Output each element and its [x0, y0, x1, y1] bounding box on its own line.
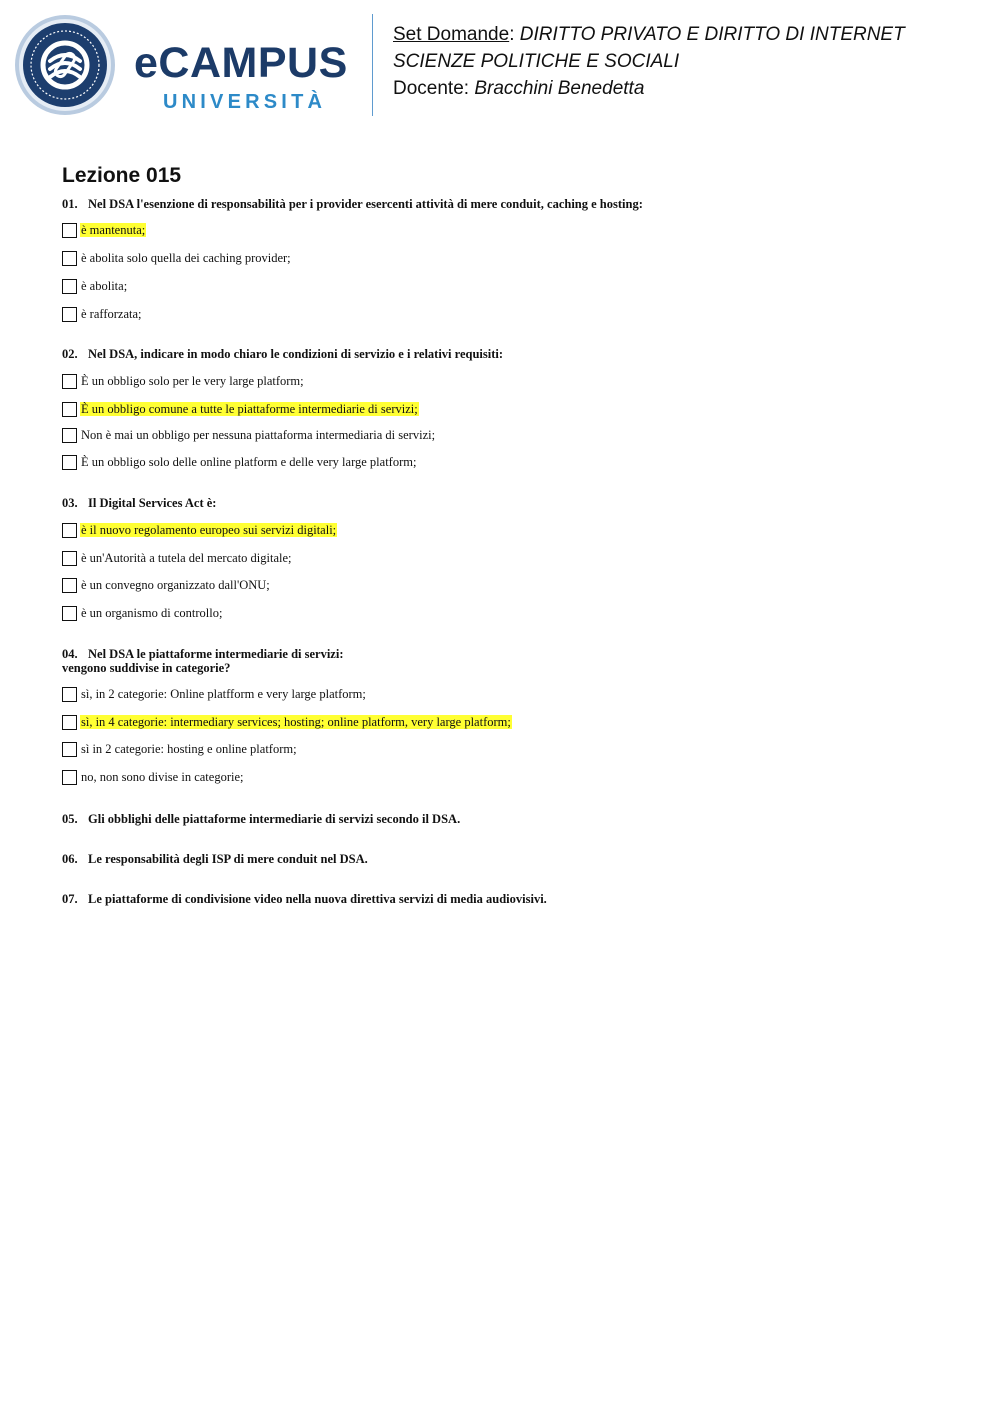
answer-text: è rafforzata; [81, 307, 142, 321]
lesson-title: Lezione 015 [62, 164, 182, 187]
question-5 [62, 812, 460, 826]
teacher-label: Docente: [393, 78, 470, 99]
question-number: 02. [62, 347, 78, 361]
answer-text-highlighted: è il nuovo regolamento europeo sui servizi digitali; [81, 523, 337, 537]
answer-checkbox[interactable] [62, 428, 77, 443]
question-1 [62, 197, 643, 211]
answer-checkbox[interactable] [62, 251, 77, 266]
question-text: Le piattaforme di condivisione video nella nuova direttiva servizi di media audiovisivi. [88, 892, 547, 906]
answer-text: è un organismo di controllo; [81, 606, 223, 620]
teacher-line [393, 78, 644, 100]
answer-checkbox[interactable] [62, 307, 77, 322]
answer-checkbox[interactable] [62, 687, 77, 702]
question-text: Il Digital Services Act è: [88, 496, 217, 510]
question-number: 03. [62, 496, 78, 510]
teacher-name: Bracchini Benedetta [474, 78, 645, 99]
answer-text: no, non sono divise in categorie; [81, 770, 244, 784]
question-number: 07. [62, 892, 78, 906]
course-title: DIRITTO PRIVATO E DIRITTO DI INTERNET [519, 24, 905, 45]
answer-text: sì in 2 categorie: hosting e online platform; [81, 742, 297, 756]
answer-text: È un obbligo solo per le very large platform; [81, 374, 304, 388]
answer-text: è un convegno organizzato dall'ONU; [81, 578, 270, 592]
set-domande-line [393, 24, 905, 46]
answer-checkbox[interactable] [62, 523, 77, 538]
answer-text: è un'Autorità a tutela del mercato digitale; [81, 551, 292, 565]
answer-text-highlighted: È un obbligo comune a tutte le piattaforme intermediarie di servizi; [81, 402, 418, 416]
question-number: 04. [62, 647, 78, 661]
question-text-line2: vengono suddivise in categorie? [62, 661, 231, 675]
question-4 [62, 647, 344, 675]
answer-checkbox[interactable] [62, 715, 77, 730]
course-faculty: SCIENZE POLITICHE E SOCIALI [393, 51, 680, 72]
set-label: Set Domande [393, 24, 510, 45]
answer-checkbox[interactable] [62, 279, 77, 294]
brand-subtitle: UNIVERSITÀ [163, 91, 327, 113]
question-text: Le responsabilità degli ISP di mere conduit nel DSA. [88, 852, 368, 866]
page-header [0, 0, 1000, 130]
question-text: Nel DSA, indicare in modo chiaro le condizioni di servizio e i relativi requisiti: [88, 347, 504, 361]
answer-checkbox[interactable] [62, 578, 77, 593]
answer-checkbox[interactable] [62, 551, 77, 566]
answer-text: sì, in 2 categorie: Online platfform e very large platform; [81, 687, 366, 701]
question-number: 05. [62, 812, 78, 826]
answer-checkbox[interactable] [62, 770, 77, 785]
question-7 [62, 892, 547, 906]
answer-checkbox[interactable] [62, 374, 77, 389]
question-2 [62, 347, 503, 361]
answer-text: Non è mai un obbligo per nessuna piattaforma intermediaria di servizi; [81, 428, 436, 442]
answer-text-highlighted: è mantenuta; [81, 223, 146, 237]
answer-text: è abolita; [81, 279, 128, 293]
question-text: Gli obblighi delle piattaforme intermediarie di servizi secondo il DSA. [88, 812, 461, 826]
university-seal-icon [14, 14, 116, 116]
answer-checkbox[interactable] [62, 402, 77, 417]
answer-checkbox[interactable] [62, 742, 77, 757]
brand-name: eCAMPUS [134, 39, 348, 87]
answer-checkbox[interactable] [62, 455, 77, 470]
answer-checkbox[interactable] [62, 606, 77, 621]
answer-text: è abolita solo quella dei caching provider; [81, 251, 291, 265]
set-separator: : [509, 24, 515, 45]
question-number: 01. [62, 197, 78, 211]
question-number: 06. [62, 852, 78, 866]
question-6 [62, 852, 368, 866]
question-text: Nel DSA l'esenzione di responsabilità per i provider esercenti attività di mere conduit, caching e hosting: [88, 197, 643, 211]
header-divider [372, 14, 373, 116]
answer-checkbox[interactable] [62, 223, 77, 238]
question-text: Nel DSA le piattaforme intermediarie di servizi: [88, 647, 344, 661]
answer-text: È un obbligo solo delle online platform e delle very large platform; [81, 455, 417, 469]
ecampus-logo [14, 14, 359, 116]
answer-text-highlighted: sì, in 4 categorie: intermediary services; hosting; online platform, very large platform; [81, 715, 511, 729]
question-3 [62, 496, 216, 510]
